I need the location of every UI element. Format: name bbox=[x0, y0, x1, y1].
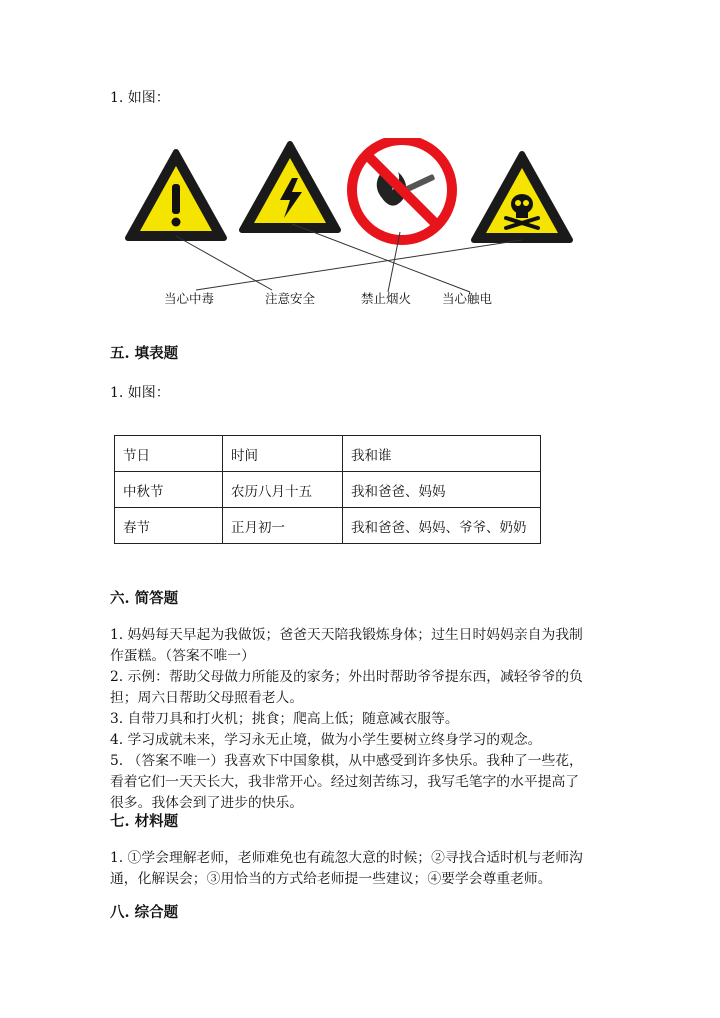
table-header-row bbox=[115, 436, 541, 472]
sign-label-poison: 当心中毒 bbox=[164, 291, 215, 306]
answer-line: 5. （答案不唯一）我喜欢下中国象棋，从中感受到许多快乐。我种了一些花， bbox=[110, 753, 583, 769]
material-answer-block bbox=[110, 848, 610, 890]
sign-label-no-fire: 禁止烟火 bbox=[361, 291, 412, 306]
sign-label-shock: 当心触电 bbox=[442, 291, 493, 306]
table-header-cell: 节日 bbox=[115, 436, 223, 472]
section-title-comprehensive: 八. 综合题 bbox=[110, 904, 179, 921]
sign-label-safety: 注意安全 bbox=[265, 291, 316, 306]
answer-line: 1. ①学会理解老师，老师难免也有疏忽大意的时候；②寻找合适时机与老师沟 bbox=[110, 850, 583, 866]
answer-line: 1. 妈妈每天早起为我做饭；爸爸天天陪我锻炼身体；过生日时妈妈亲自为我制 bbox=[110, 627, 583, 643]
section-title-fill-table: 五. 填表题 bbox=[110, 345, 179, 362]
table-cell: 农历八月十五 bbox=[223, 472, 343, 508]
table-cell: 我和爸爸、妈妈、爷爷、奶奶 bbox=[343, 508, 541, 544]
table-header-cell: 我和谁 bbox=[343, 436, 541, 472]
answer-line: 通，化解误会；③用恰当的方式给老师提一些建议；④要学会尊重老师。 bbox=[110, 871, 552, 887]
table-cell: 我和爸爸、妈妈 bbox=[343, 472, 541, 508]
answer-line: 4. 学习成就未来，学习永无止境，做为小学生要树立终身学习的观念。 bbox=[110, 732, 542, 748]
answer-line: 2. 示例：帮助父母做力所能及的家务；外出时帮助爷爷提东西，减轻爷爷的负 bbox=[110, 669, 583, 685]
answer-line: 看着它们一天天长大，我非常开心。经过刻苦练习，我写毛笔字的水平提高了 bbox=[110, 774, 580, 790]
answer-line: 担；周六日帮助父母照看老人。 bbox=[110, 690, 304, 706]
answer-line: 很多。我体会到了进步的快乐。 bbox=[110, 795, 304, 811]
answer-line: 3. 自带刀具和打火机；挑食；爬高上低；随意减衣服等。 bbox=[110, 711, 459, 727]
section-title-material: 七. 材料题 bbox=[110, 813, 179, 830]
festival-table bbox=[114, 435, 541, 544]
question-label: 1. 如图： bbox=[110, 385, 170, 401]
table-row bbox=[115, 472, 541, 508]
question-label: 1. 如图： bbox=[110, 90, 170, 106]
table-cell: 正月初一 bbox=[223, 508, 343, 544]
table-row bbox=[115, 508, 541, 544]
section-title-short-answer: 六. 简答题 bbox=[110, 590, 179, 607]
answer-line: 作蛋糕。（答案不唯一） bbox=[110, 648, 255, 664]
table-cell: 春节 bbox=[115, 508, 223, 544]
matching-lines bbox=[0, 0, 720, 320]
short-answer-block bbox=[110, 625, 610, 814]
table-header-cell: 时间 bbox=[223, 436, 343, 472]
table-cell: 中秋节 bbox=[115, 472, 223, 508]
